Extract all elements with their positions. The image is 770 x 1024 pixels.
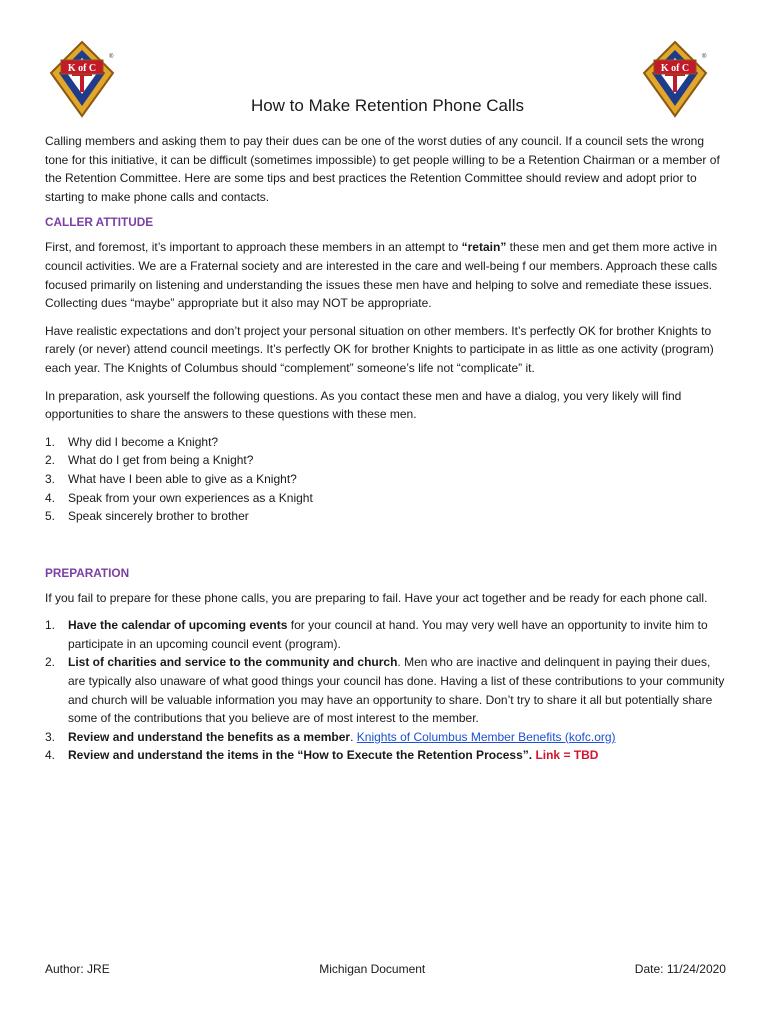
item-bold: Have the calendar of upcoming events bbox=[68, 618, 288, 633]
footer-date: Date: 11/24/2020 bbox=[634, 962, 726, 976]
footer-author: Author: JRE bbox=[45, 962, 110, 976]
retain-emphasis: “retain” bbox=[461, 240, 507, 255]
list-number: 1. bbox=[45, 618, 56, 633]
caller-attitude-heading: CALLER ATTITUDE bbox=[45, 215, 154, 230]
caller-p1-text: First, and foremost, it’s important to approach these members in an attempt to bbox=[45, 240, 462, 255]
caller-p1-text-cont: these men and get them more active in council activities. We are a Fraternal society and are interested in the care and well-being f our members. Approach these calls focused primarily on listening and understanding the issues these men have and helping to solve and remediate these issues. Collecting dues “maybe” appropriate but it also may NOT be appropriate. bbox=[45, 240, 718, 311]
caller-paragraph-3: In preparation, ask yourself the following questions. As you contact these men and have a dialog, you very likely will find opportunities to share the answers to these questions with these men. bbox=[45, 388, 682, 422]
item-text: . Men who are inactive and delinquent in paying their dues, are typically also unaware of what good things your council has done. Having a list of these contributions to your community and church will be valuable information you may have an opportunity to share. Don’t try to share it all but potentially share some of the contributions that you believe are of most interest to the member. bbox=[68, 655, 725, 726]
preparation-list bbox=[45, 616, 730, 765]
questions-list bbox=[45, 433, 730, 526]
list-number: 4. bbox=[45, 490, 56, 505]
caller-paragraph-1 bbox=[45, 238, 730, 312]
item-text: for your council at hand. You may very well have an opportunity to invite him to participate in an upcoming council event (program). bbox=[68, 618, 708, 651]
list-text: What do I get from being a Knight? bbox=[68, 453, 254, 468]
list-number: 3. bbox=[45, 471, 56, 486]
list-text: Speak from your own experiences as a Knight bbox=[68, 490, 313, 505]
preparation-paragraph: If you fail to prepare for these phone calls, you are preparing to fail. Have your act together and be ready for each phone call. bbox=[45, 590, 708, 605]
item-text: . bbox=[350, 729, 357, 744]
page-title: How to Make Retention Phone Calls bbox=[250, 96, 525, 115]
list-item bbox=[45, 489, 730, 508]
footer-center: Michigan Document bbox=[319, 962, 426, 976]
list-number: 2. bbox=[45, 655, 56, 670]
list-text: Why did I become a Knight? bbox=[68, 434, 219, 449]
list-item bbox=[45, 507, 730, 526]
svg-text:K of C: K of C bbox=[660, 63, 690, 74]
document-body bbox=[45, 96, 730, 775]
intro-paragraph: Calling members and asking them to pay their dues can be one of the worst duties of any council. If a council sets the wrong tone for this initiative, it can be difficult (sometimes impossible) to get people willing to be a Retention Chairman or a member of the Retention Committee. Here are some tips and best practices the Retention Committee should review and adopt prior to starting to make phone calls and contacts. bbox=[45, 134, 720, 204]
list-text: Speak sincerely brother to brother bbox=[68, 509, 249, 524]
list-number: 1. bbox=[45, 434, 56, 449]
preparation-heading: PREPARATION bbox=[45, 565, 130, 580]
svg-text:K of C: K of C bbox=[67, 63, 97, 74]
page-footer bbox=[45, 962, 726, 976]
list-number: 3. bbox=[45, 729, 56, 744]
caller-paragraph-2: Have realistic expectations and don’t project your personal situation on other members. It’s perfectly OK for brother Knights to rarely (or never) attend council meetings. It’s perfectly OK for brother Knights to participate in as little as one activity (program) each year. The Knights of Columbus should “complement” someone’s life not “complicate” it. bbox=[45, 323, 714, 375]
link-tbd-note: Link = TBD bbox=[535, 748, 599, 763]
member-benefits-link[interactable]: Knights of Columbus Member Benefits (kofc.org) bbox=[356, 729, 616, 744]
list-number: 2. bbox=[45, 453, 56, 468]
list-item bbox=[45, 470, 730, 489]
list-item bbox=[45, 728, 730, 747]
list-item bbox=[45, 653, 730, 727]
list-item bbox=[45, 746, 730, 765]
list-item bbox=[45, 433, 730, 452]
item-bold: List of charities and service to the community and church bbox=[68, 655, 398, 670]
item-bold: Review and understand the benefits as a member bbox=[68, 729, 351, 744]
svg-text:®: ® bbox=[109, 54, 114, 60]
list-item bbox=[45, 451, 730, 470]
item-bold: Review and understand the items in the “How to Execute the Retention Process”. bbox=[68, 748, 533, 763]
list-number: 5. bbox=[45, 509, 56, 524]
svg-text:®: ® bbox=[702, 54, 707, 60]
list-item bbox=[45, 616, 730, 653]
list-number: 4. bbox=[45, 748, 56, 763]
list-text: What have I been able to give as a Knight? bbox=[68, 471, 297, 486]
